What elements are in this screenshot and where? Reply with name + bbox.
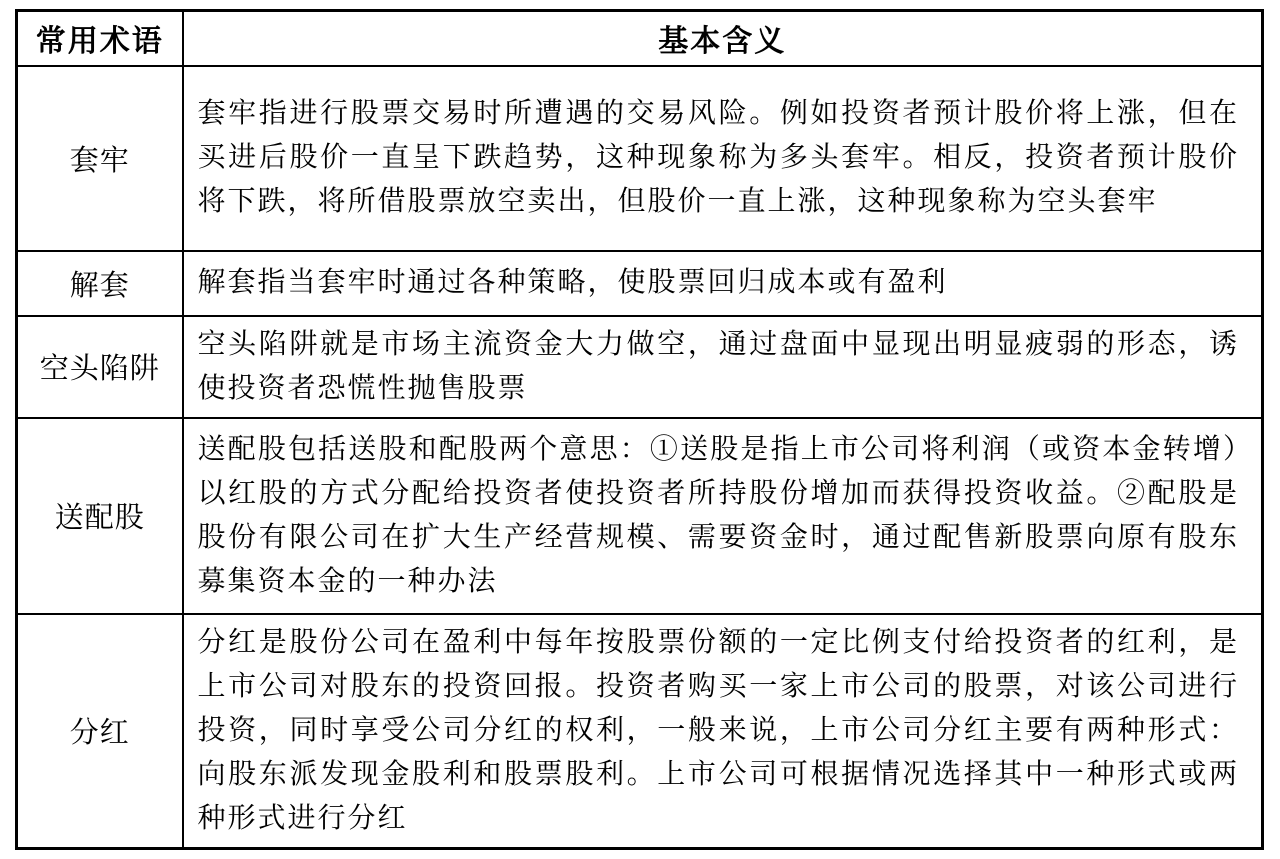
table-row [17, 66, 1263, 251]
table-row [17, 316, 1263, 418]
definition-cell: 分红是股份公司在盈利中每年按股票份额的一定比例支付给投资者的红利，是上市公司对股东的投资回报。投资者购买一家上市公司的股票，对该公司进行投资，同时享受公司分红的权利，一般来说，上市公司分红主要有两种形式：向股东派发现金股利和股票股利。上市公司可根据情况选择其中一种形式或两种形式进行分红 [183, 614, 1263, 849]
term-cell: 分红 [17, 614, 183, 849]
column-header-term: 常用术语 [17, 11, 183, 66]
term-cell: 送配股 [17, 418, 183, 614]
table-row [17, 418, 1263, 614]
term-cell: 空头陷阱 [17, 316, 183, 418]
definition-cell: 解套指当套牢时通过各种策略，使股票回归成本或有盈利 [183, 251, 1263, 316]
definition-cell: 空头陷阱就是市场主流资金大力做空，通过盘面中显现出明显疲弱的形态，诱使投资者恐慌性抛售股票 [183, 316, 1263, 418]
table-row [17, 251, 1263, 316]
stock-terms-table [15, 9, 1264, 850]
term-cell: 套牢 [17, 66, 183, 251]
table-header-row [17, 11, 1263, 66]
definition-cell: 送配股包括送股和配股两个意思：①送股是指上市公司将利润（或资本金转增）以红股的方式分配给投资者使投资者所持股份增加而获得投资收益。②配股是股份有限公司在扩大生产经营规模、需要资金时，通过配售新股票向原有股东募集资本金的一种办法 [183, 418, 1263, 614]
column-header-definition: 基本含义 [183, 11, 1263, 66]
definition-cell: 套牢指进行股票交易时所遭遇的交易风险。例如投资者预计股价将上涨，但在买进后股价一直呈下跌趋势，这种现象称为多头套牢。相反，投资者预计股价将下跌，将所借股票放空卖出，但股价一直上涨，这种现象称为空头套牢 [183, 66, 1263, 251]
term-cell: 解套 [17, 251, 183, 316]
table-row [17, 614, 1263, 849]
